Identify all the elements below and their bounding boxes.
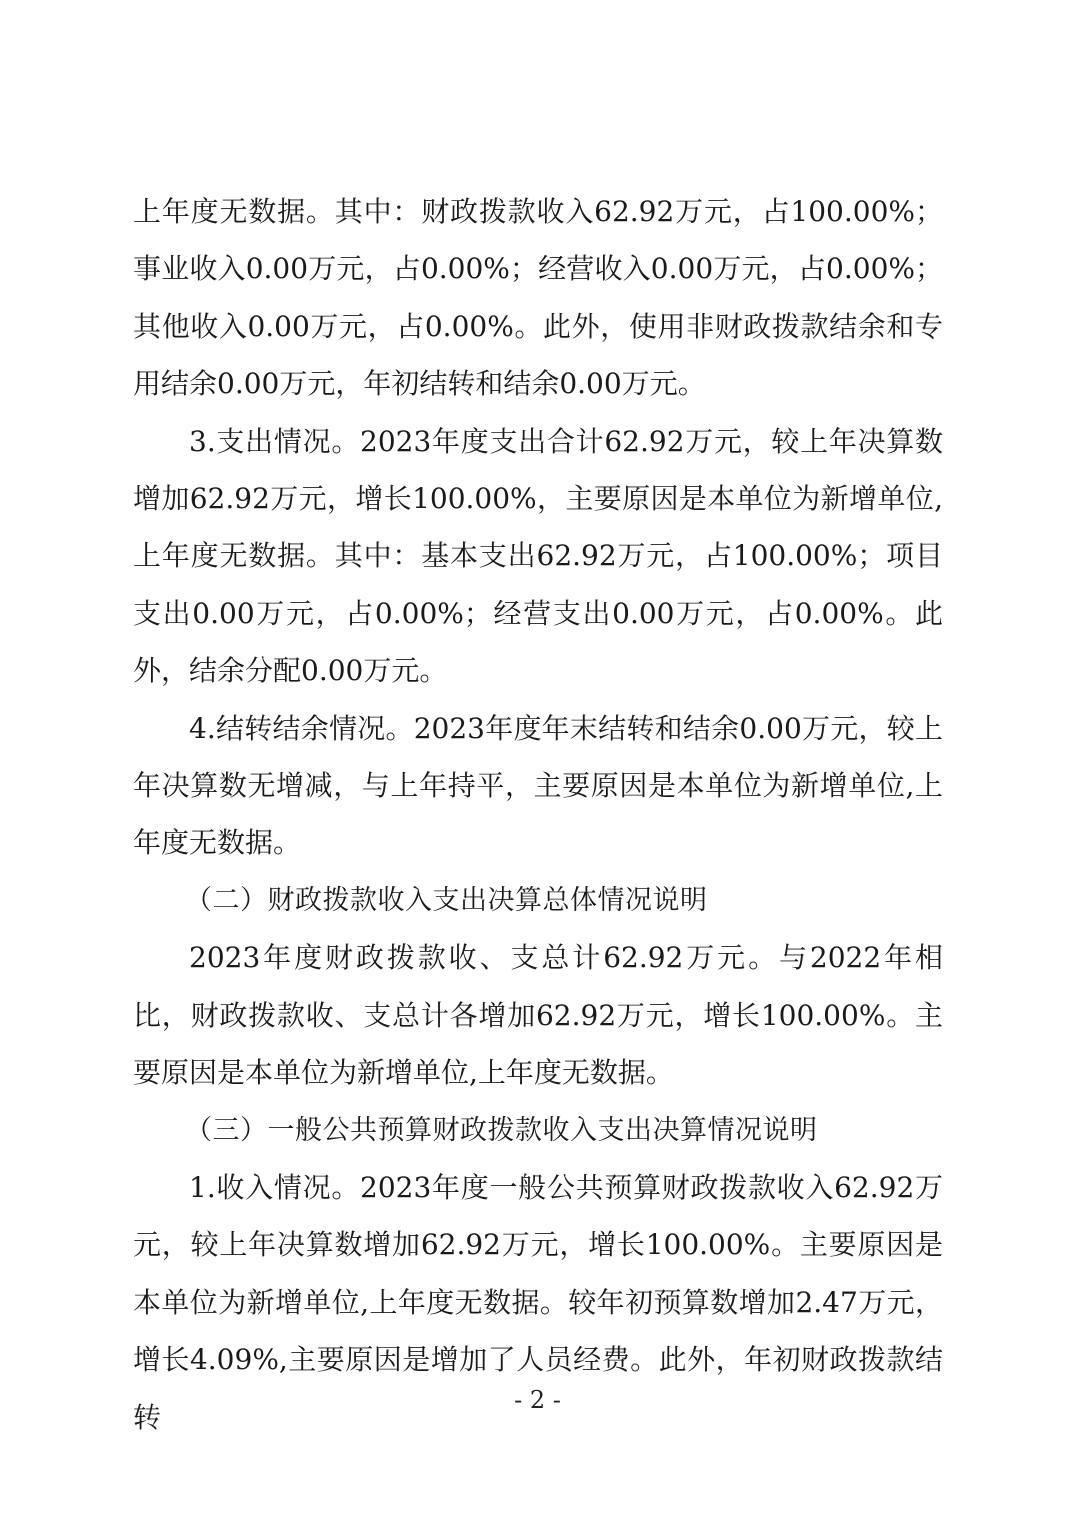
- paragraph-expenditure: 3.支出情况。2023年度支出合计62.92万元，较上年决算数增加62.92万元，增长100.00%，主要原因是本单位为新增单位,上年度无数据。其中：基本支出62.92万元，占100.00%；项目支出0.00万元，占0.00%；经营支出0.00万元，占0.00%。此外，结余分配0.00万元。: [133, 424, 943, 688]
- paragraph-fiscal-appropriation-total: 2023年度财政拨款收、支总计62.92万元。与2022年相比，财政拨款收、支总计各增加62.92万元，增长100.00%。主要原因是本单位为新增单位,上年度无数据。: [133, 941, 943, 1090]
- section-heading-fiscal-appropriation: （二）财政拨款收入支出决算总体情况说明: [185, 884, 708, 916]
- document-body: [133, 183, 943, 1446]
- paragraph-carryover-balance: 4.结转结余情况。2023年度年末结转和结余0.00万元，较上年决算数无增减，与上年持平，主要原因是本单位为新增单位,上年度无数据。: [133, 711, 943, 860]
- section-heading-general-public-budget: （三）一般公共预算财政拨款收入支出决算情况说明: [185, 1114, 818, 1146]
- paragraph-income-breakdown: 上年度无数据。其中：财政拨款收入62.92万元，占100.00%；事业收入0.00万元，占0.00%；经营收入0.00万元，占0.00%；其他收入0.00万元，占0.00%。此外，使用非财政拨款结余和专用结余0.00万元，年初结转和结余0.00万元。: [133, 195, 943, 401]
- paragraph-general-budget-income: 1.收入情况。2023年度一般公共预算财政拨款收入62.92万元，较上年决算数增加62.92万元，增长100.00%。主要原因是本单位为新增单位,上年度无数据。较年初预算数增加2.47万元，增长4.09%,主要原因是增加了人员经费。此外，年初财政拨款结转: [133, 1170, 943, 1434]
- page-number: - 2 -: [514, 1386, 561, 1414]
